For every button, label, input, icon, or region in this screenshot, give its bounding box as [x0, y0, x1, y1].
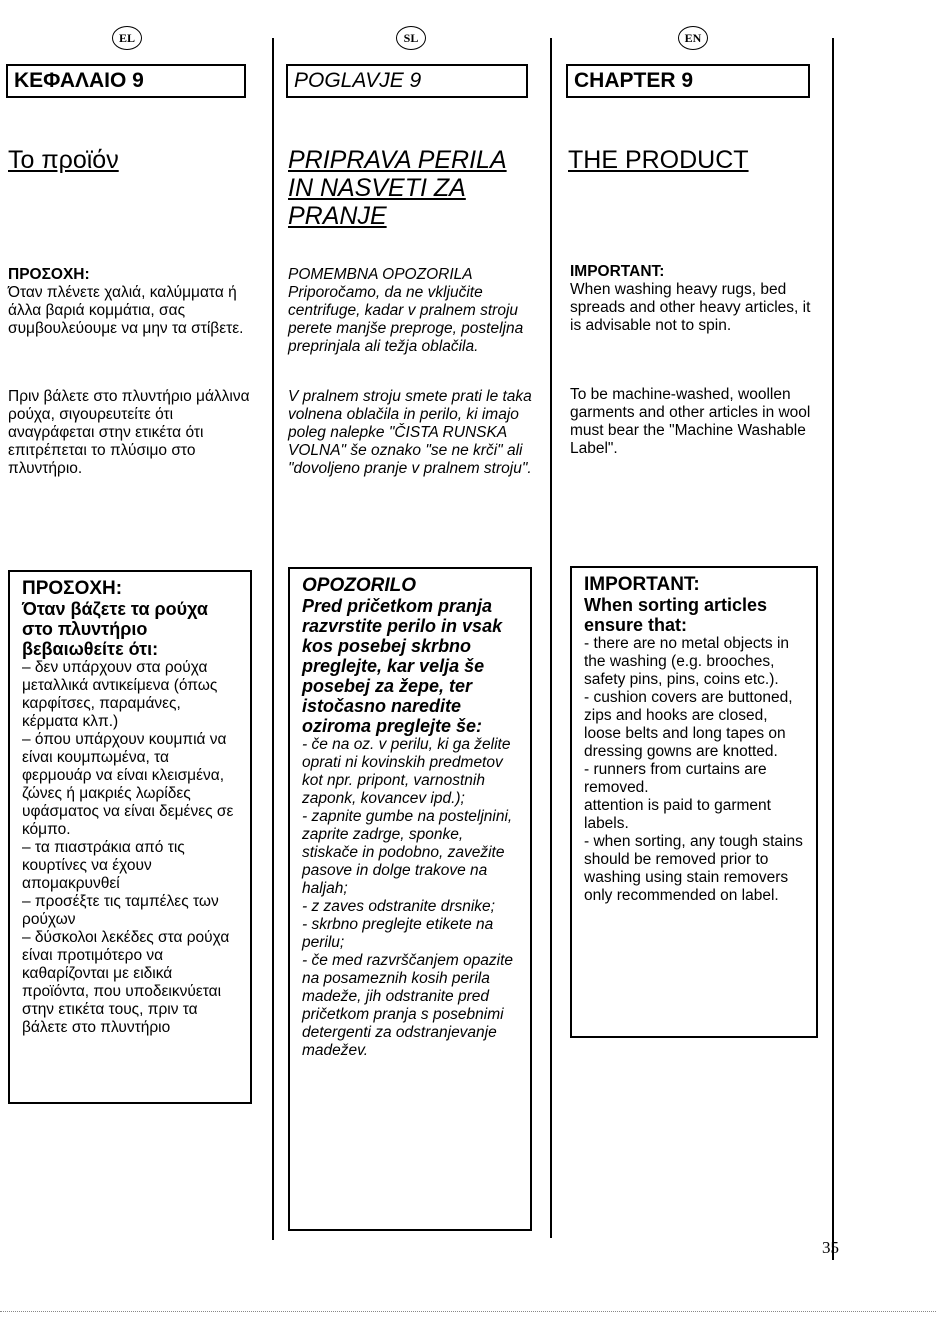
list-item: attention is paid to garment labels.: [584, 797, 771, 832]
list-item: – τα πιαστράκια από τις κουρτίνες να έχουν απομακρυνθεί: [22, 839, 185, 892]
notice-box-greek: [8, 570, 252, 1104]
notice-box-subheading-english: When sorting articles ensure that:: [584, 595, 768, 635]
title-line: PRANJE: [288, 202, 387, 230]
list-item: - skrbno preglejte etikete na perilu;: [302, 916, 494, 951]
notice-box-slovene: [288, 567, 532, 1231]
warning-text-english: When washing heavy rugs, bed spreads and other heavy articles, it is advisable not to spin.: [570, 281, 811, 334]
warning-block-english: [570, 263, 820, 335]
list-item: - runners from curtains are removed.: [584, 761, 767, 796]
warning-heading-slovene: POMEMBNA OPOZORILA: [288, 266, 473, 283]
notice-list-slovene: [302, 736, 520, 1060]
info-block-slovene: [288, 388, 538, 478]
list-item: - če med razvrščanjem opazite na posameznih kosih perila madeže, jih odstranite pred pričetkom pranja s posebnimi detergenti za odstranjevanje madežev.: [302, 952, 514, 1059]
list-item: - z zaves odstranite drsnike;: [302, 898, 495, 915]
warning-heading-english: IMPORTANT:: [570, 263, 665, 280]
column-divider-middle: [550, 38, 552, 1238]
list-item: – όπου υπάρχουν κουμπιά να είναι κουμπωμένα, τα φερμουάρ να είναι κλεισμένα, ζώνες ή μακριές λωρίδες υφάσματος να είναι δεμένες σε κόμπο.: [22, 731, 234, 838]
column-divider-left: [272, 38, 274, 1240]
notice-box-heading-greek: ΠΡΟΣΟΧΗ:: [22, 578, 123, 599]
list-item: - če na oz. v perilu, ki ga želite oprati ni kovinskih predmetov kot npr. pripont, varnostnih zaponk, kovancev ipd.);: [302, 736, 511, 807]
language-badge-english: EN: [678, 26, 708, 50]
column-divider-right: [832, 38, 834, 1260]
notice-list-english: [584, 635, 806, 905]
chapter-heading-slovene: POGLAVJE 9: [286, 64, 528, 98]
language-badge-slovene: SL: [396, 26, 426, 50]
chapter-heading-greek: ΚΕΦΑΛΑΙΟ 9: [6, 64, 246, 98]
list-item: - cushion covers are buttoned, zips and hooks are closed, loose belts and long tapes on dressing gowns are knotted.: [584, 689, 793, 760]
notice-box-subheading-greek: Όταν βάζετε τα ρούχα στο πλυντήριο βεβαιωθείτε ότι:: [22, 599, 208, 659]
list-item: - when sorting, any tough stains should be removed prior to washing using stain removers only recommended on label.: [584, 833, 803, 904]
info-text-greek: Πριν βάλετε στο πλυντήριο μάλλινα ρούχα, σιγουρευτείτε ότι αναγράφεται στην ετικέτα ότι επιτρέπεται το πλύσιμο στο πλυντήριο.: [8, 388, 250, 477]
notice-box-heading-english: IMPORTANT:: [584, 574, 700, 595]
list-item: - there are no metal objects in the washing (e.g. brooches, safety pins, pins, coins etc.).: [584, 635, 790, 688]
scan-edge-line: [0, 1311, 936, 1312]
info-text-english: To be machine-washed, woollen garments and other articles in wool must bear the "Machine Washable Label".: [570, 386, 811, 457]
warning-text-slovene: Priporočamo, da ne vključite centrifuge, kadar v pralnem stroju perete manjše preproge, posteljna preprinjala ali težja oblačila.: [288, 284, 524, 355]
info-block-english: [570, 386, 820, 458]
notice-box-english: [570, 566, 818, 1038]
page-number: 35: [822, 1238, 839, 1257]
page-title-greek: Το προϊόν: [8, 146, 119, 174]
chapter-heading-english: CHAPTER 9: [566, 64, 810, 98]
list-item: - zapnite gumbe na posteljnini, zaprite zadrge, sponke, stiskače in podobno, zavežite pasove in dolge trakove na haljah;: [302, 808, 513, 897]
list-item: – προσέξτε τις ταμπέλες των ρούχων: [22, 893, 219, 928]
warning-heading-greek: ΠΡΟΣΟΧΗ:: [8, 266, 90, 283]
title-line: IN NASVETI ZA: [288, 174, 466, 202]
page-title-english: THE PRODUCT: [568, 146, 749, 174]
notice-list-greek: [22, 659, 240, 1037]
list-item: – δύσκολοι λεκέδες στα ρούχα είναι προτιμότερο να καθαρίζονται με ειδικά προϊόντα, που υποδεικνύεται στην ετικέτα τους, πριν τα βάλετε στο πλυντήριο: [22, 929, 230, 1036]
page-title-slovene: [288, 146, 507, 230]
warning-block-slovene: [288, 266, 538, 356]
info-block-greek: [8, 388, 258, 478]
title-line: PRIPRAVA PERILA: [288, 146, 507, 174]
info-text-slovene: V pralnem stroju smete prati le taka volnena oblačila in perilo, ki imajo poleg nalepke "ČISTA RUNSKA VOLNA" še oznako "se ne krči" ali "dovoljeno pranje v pralnem stroju".: [288, 388, 532, 477]
notice-box-subheading-slovene: Pred pričetkom pranja razvrstite perilo in vsak kos posebej skrbno preglejte, kar velja še posebej za žepe, ter istočasno naredite oziroma preglejte še:: [302, 596, 503, 736]
list-item: – δεν υπάρχουν στα ρούχα μεταλλικά αντικείμενα (όπως καρφίτσες, παραμάνες, κέρματα κλπ.): [22, 659, 218, 730]
notice-box-heading-slovene: OPOZORILO: [302, 575, 416, 596]
warning-text-greek: Όταν πλένετε χαλιά, καλύμματα ή άλλα βαριά κομμάτια, σας συμβουλεύουμε να μην τα στίβετε.: [8, 284, 244, 337]
language-badge-greek: EL: [112, 26, 142, 50]
warning-block-greek: [8, 266, 258, 338]
